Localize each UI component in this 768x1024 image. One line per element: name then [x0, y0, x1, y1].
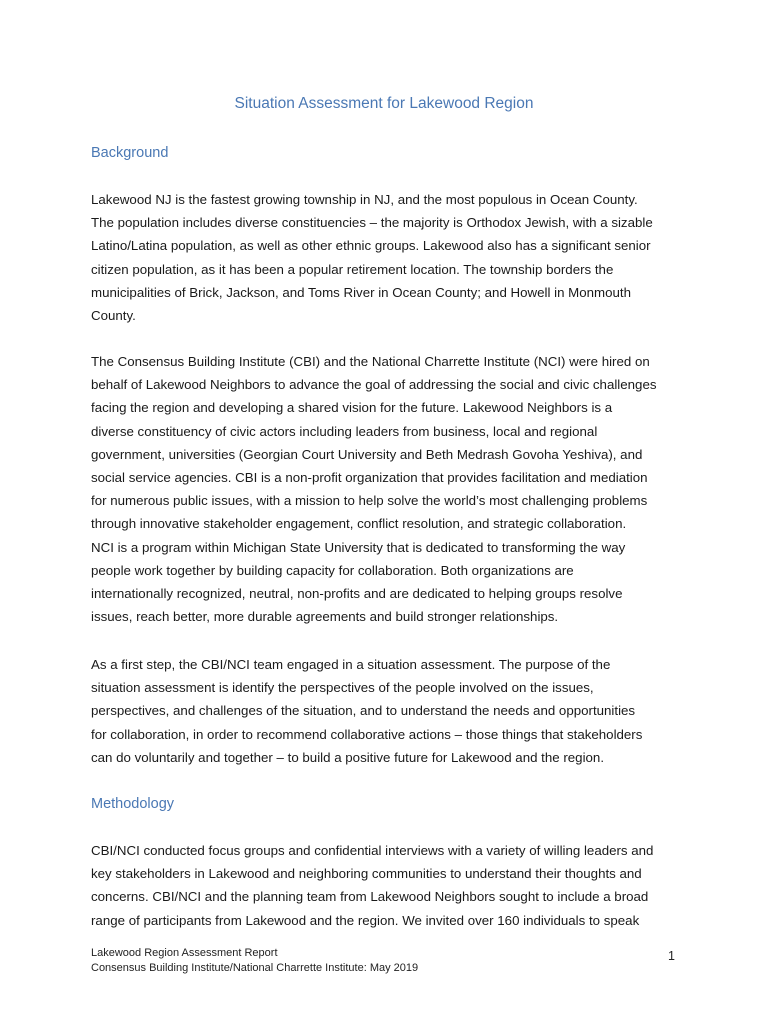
text-line: can do voluntarily and together – to build a positive future for Lakewood and the region.	[91, 749, 605, 765]
section-heading-methodology: Methodology	[91, 796, 175, 812]
text-line: County.	[91, 307, 136, 323]
text-line: As a first step, the CBI/NCI team engaged in a situation assessment. The purpose of the	[91, 657, 611, 672]
page-number: 1	[668, 949, 675, 963]
background-paragraph-1	[91, 188, 691, 327]
text-line: for collaboration, in order to recommend collaborative actions – those things that stakeholders	[91, 726, 643, 742]
text-line: internationally recognized, neutral, non-profits and are dedicated to helping groups resolve	[91, 585, 623, 601]
text-line: for numerous public issues, with a mission to help solve the world’s most challenging problems	[91, 493, 648, 509]
text-line: facing the region and developing a shared vision for the future. Lakewood Neighbors is a	[91, 400, 613, 416]
page-footer	[91, 946, 418, 976]
text-line: Lakewood NJ is the fastest growing township in NJ, and the most populous in Ocean County.	[91, 192, 638, 207]
text-line: NCI is a program within Michigan State University that is dedicated to transforming the way	[91, 539, 626, 555]
methodology-paragraph-1	[91, 839, 691, 932]
text-line: range of participants from Lakewood and the region. We invited over 160 individuals to speak	[91, 912, 640, 928]
background-paragraph-2	[91, 350, 691, 628]
footer-report-title: Lakewood Region Assessment Report	[91, 947, 278, 959]
text-line: The Consensus Building Institute (CBI) and the National Charrette Institute (NCI) were hired on	[91, 354, 650, 369]
text-line: concerns. CBI/NCI and the planning team from Lakewood Neighbors sought to include a broad	[91, 889, 649, 905]
text-line: Latino/Latina population, as well as other ethnic groups. Lakewood also has a significant senior	[91, 238, 651, 254]
text-line: government, universities (Georgian Court University and Beth Medrash Govoha Yeshiva), and	[91, 446, 643, 462]
text-line: through innovative stakeholder engagement, conflict resolution, and strategic collaboration.	[91, 516, 627, 532]
text-line: issues, reach better, more durable agreements and build stronger relationships.	[91, 609, 559, 625]
footer-organization-date: Consensus Building Institute/National Charrette Institute: May 2019	[91, 962, 419, 974]
text-line: The population includes diverse constituencies – the majority is Orthodox Jewish, with a sizable	[91, 215, 653, 231]
text-line: people work together by building capacity for collaboration. Both organizations are	[91, 562, 574, 578]
section-heading-background: Background	[91, 145, 169, 161]
text-line: behalf of Lakewood Neighbors to advance the goal of addressing the social and civic challenges	[91, 377, 657, 393]
text-line: diverse constituency of civic actors including leaders from business, local and regional	[91, 423, 598, 439]
text-line: perspectives, and challenges of the situation, and to understand the needs and opportunities	[91, 703, 636, 719]
background-paragraph-3	[91, 653, 691, 769]
text-line: social service agencies. CBI is a non-profit organization that provides facilitation and mediation	[91, 469, 648, 485]
text-line: citizen population, as it has been a popular retirement location. The township borders the	[91, 261, 614, 277]
text-line: CBI/NCI conducted focus groups and confidential interviews with a variety of willing leaders and	[91, 843, 654, 858]
text-line: situation assessment is identify the perspectives of the people involved on the issues,	[91, 680, 594, 696]
text-line: key stakeholders in Lakewood and neighboring communities to understand their thoughts and	[91, 866, 642, 882]
document-title: Situation Assessment for Lakewood Region	[234, 95, 534, 112]
text-line: municipalities of Brick, Jackson, and Toms River in Ocean County; and Howell in Monmouth	[91, 284, 631, 300]
